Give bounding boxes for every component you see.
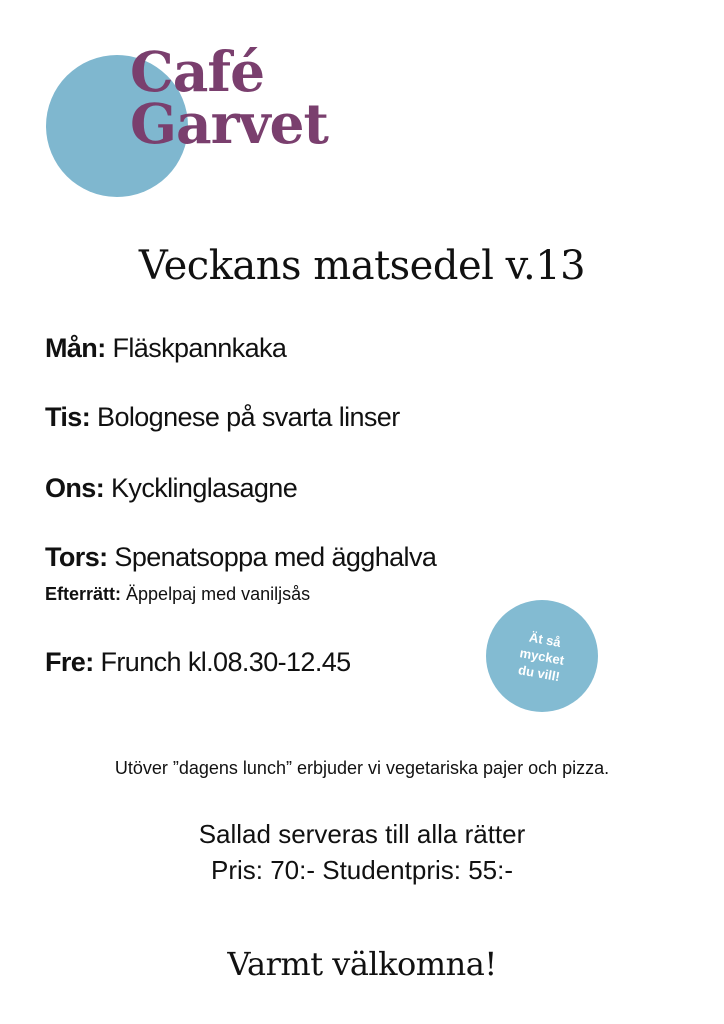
cafe-logo	[0, 0, 360, 210]
dessert-line	[45, 582, 310, 606]
lunch-note: Utöver ”dagens lunch” erbjuder vi vegetariska pajer och pizza.	[114, 758, 610, 778]
badge-line-2: mycket	[518, 644, 566, 668]
menu-dish: Kycklinglasagne	[111, 473, 298, 503]
menu-item-wednesday	[45, 471, 297, 505]
menu-item-monday	[45, 331, 286, 365]
menu-item-tuesday	[45, 400, 400, 434]
menu-day: Tors:	[45, 542, 108, 572]
menu-dish: Frunch kl.08.30-12.45	[100, 647, 351, 677]
menu-item-friday	[45, 645, 351, 679]
logo-text	[130, 39, 328, 156]
page-title: Veckans matsedel v.13	[138, 243, 586, 289]
menu-dish: Spenatsoppa med ägghalva	[114, 542, 437, 572]
logo-line-2: Garvet	[130, 91, 328, 156]
menu-day: Ons:	[45, 473, 105, 503]
dessert-dish: Äppelpaj med vaniljsås	[126, 584, 311, 604]
menu-day: Fre:	[45, 647, 94, 677]
menu-day: Mån:	[45, 333, 106, 363]
menu-item-thursday	[45, 540, 436, 574]
menu-dish: Bolognese på svarta linser	[97, 402, 400, 432]
price-block	[0, 816, 724, 888]
badge-line-1: Ät så	[527, 629, 562, 650]
badge-text	[503, 625, 581, 687]
price-text: Pris: 70:- Studentpris: 55:-	[210, 855, 514, 885]
dessert-label: Efterrätt:	[45, 584, 122, 604]
welcome-text: Varmt välkomna!	[227, 945, 497, 983]
all-you-can-eat-badge	[486, 600, 598, 712]
logo-line-1: Café	[130, 39, 265, 104]
badge-line-3: du vill!	[517, 661, 561, 684]
menu-dish: Fläskpannkaka	[112, 333, 287, 363]
salad-text: Sallad serveras till alla rätter	[198, 819, 526, 849]
menu-day: Tis:	[45, 402, 91, 432]
